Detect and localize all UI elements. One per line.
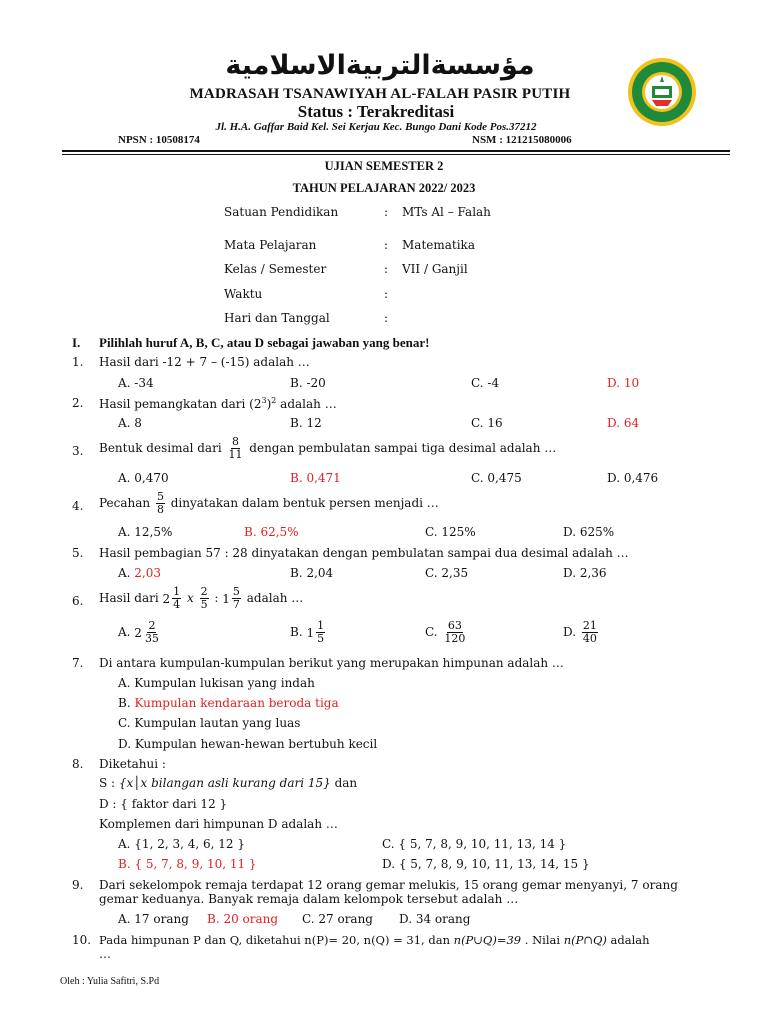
- option-b-answer: B. 62,5%: [244, 525, 299, 539]
- option-d-answer: D. 64: [607, 416, 640, 430]
- option-a: A. {1, 2, 3, 4, 6, 12 }: [118, 837, 245, 851]
- academic-year: TAHUN PELAJARAN 2022/ 2023: [292, 181, 476, 195]
- question-prompt: Komplemen dari himpunan D adalah …: [99, 817, 338, 831]
- option-c: C. 16: [471, 416, 503, 430]
- option-d-answer: D. 10: [607, 376, 640, 390]
- meta-label: Kelas / Semester: [224, 262, 327, 276]
- question-number: 6.: [72, 594, 84, 608]
- question-number: 1.: [72, 355, 84, 369]
- question-text: Bentuk desimal dari $\frac{8}{11}$ dengan pembulatan sampai tiga desimal adalah …: [99, 435, 557, 461]
- meta-label: Mata Pelajaran: [224, 238, 317, 252]
- option-c: C. 0,475: [471, 471, 522, 485]
- header-divider: [62, 150, 730, 152]
- meta-colon: :: [384, 311, 389, 325]
- option-b: B. -20: [290, 376, 326, 390]
- option-d: D. 625%: [563, 525, 615, 539]
- nsm-number: NSM : 121215080006: [472, 134, 572, 146]
- question-text: Pada himpunan P dan Q, diketahui n(P)= 20, n(Q) = 31, dan n(P∪Q)=39 . Nilai n(P∩Q) adalah: [99, 933, 650, 947]
- option-a-answer: 2,03: [134, 566, 162, 580]
- option-b-answer: B. { 5, 7, 8, 9, 10, 11 }: [118, 857, 257, 871]
- school-address: Jl. H.A. Gaffar Baid Kel. Sei Kerjau Kec. Bungo Dani Kode Pos.37212: [215, 121, 537, 133]
- option-a: A. 12,5%: [118, 525, 173, 539]
- option-c: C. 125%: [425, 525, 476, 539]
- question-text: Hasil dari -12 + 7 – (-15) adalah …: [99, 355, 310, 369]
- section-number: I.: [72, 335, 81, 350]
- option-b-answer: B. 0,471: [290, 471, 341, 485]
- meta-colon: :: [384, 238, 389, 252]
- meta-colon: :: [384, 262, 389, 276]
- question-number: 8.: [72, 757, 84, 771]
- accreditation-status: Status : Terakreditasi: [297, 102, 455, 121]
- meta-value: VII / Ganjil: [402, 262, 468, 276]
- meta-colon: :: [384, 205, 389, 219]
- option-c: C. -4: [471, 376, 500, 390]
- option-c: C. { 5, 7, 8, 9, 10, 11, 13, 14 }: [382, 837, 567, 851]
- fraction: $\frac{5}{8}$: [156, 490, 164, 516]
- question-text: Pecahan $\frac{5}{8}$ dinyatakan dalam bentuk persen menjadi …: [99, 490, 439, 516]
- option-c: C. 27 orang: [302, 912, 373, 926]
- question-text-cont: gemar keduanya. Banyak remaja dalam kelompok tersebut adalah …: [99, 892, 519, 906]
- exam-title: UJIAN SEMESTER 2: [324, 159, 444, 173]
- header-divider-thin: [62, 154, 730, 155]
- mixed-number: 2 $\frac{1}{4}$: [162, 585, 181, 611]
- option-c: C. 2,35: [425, 566, 469, 580]
- question-text: Hasil dari 2 $\frac{1}{4}$ x $\frac{2}{5}$ : 1 $\frac{5}{7}$ adalah …: [99, 585, 304, 611]
- option-b: B. 1 $\frac{1}{5}$: [290, 619, 325, 645]
- question-text: Dari sekelompok remaja terdapat 12 orang gemar melukis, 15 orang gemar menyanyi, 7 orang: [99, 878, 678, 892]
- option-a: A. 0,470: [118, 471, 169, 485]
- option-a: A. 2,03: [118, 566, 162, 580]
- question-number: 4.: [72, 499, 84, 513]
- question-text: Hasil pemangkatan dari $(2^3)^2$ adalah …: [99, 396, 337, 411]
- npsn-number: NPSN : 10508174: [118, 134, 200, 146]
- fraction: $\frac{2}{5}$: [200, 585, 208, 611]
- question-number: 7.: [72, 656, 84, 670]
- meta-value: Matematika: [402, 238, 475, 252]
- question-text: Di antara kumpulan-kumpulan berikut yang merupakan himpunan adalah …: [99, 656, 564, 670]
- school-logo: [626, 56, 698, 128]
- option-a: A. Kumpulan lukisan yang indah: [118, 676, 315, 690]
- section-instruction: Pilihlah huruf A, B, C, atau D sebagai jawaban yang benar!: [99, 335, 430, 350]
- option-d: D. $\frac{21}{40}$: [563, 619, 597, 645]
- option-d: D. Kumpulan hewan-hewan bertubuh kecil: [118, 737, 378, 751]
- meta-label: Satuan Pendidikan: [224, 205, 339, 219]
- option-b-answer: Kumpulan kendaraan beroda tiga: [134, 696, 339, 710]
- option-a: A. 8: [118, 416, 142, 430]
- option-a: A. -34: [118, 376, 154, 390]
- question-text: Hasil pembagian 57 : 28 dinyatakan dengan pembulatan sampai dua desimal adalah …: [99, 546, 629, 560]
- option-d: D. 2,36: [563, 566, 607, 580]
- option-b-answer: B. 20 orang: [207, 912, 279, 926]
- question-number: 3.: [72, 444, 84, 458]
- question-text: Diketahui :: [99, 757, 166, 771]
- mixed-number: 1 $\frac{5}{7}$: [222, 585, 240, 611]
- option-b: B. 2,04: [290, 566, 334, 580]
- option-a: A. 17 orang: [118, 912, 189, 926]
- question-number: 2.: [72, 396, 84, 410]
- meta-label: Waktu: [224, 287, 263, 301]
- question-text-cont: …: [99, 947, 111, 961]
- option-d: D. { 5, 7, 8, 9, 10, 11, 13, 14, 15 }: [382, 857, 590, 871]
- option-c: C. Kumpulan lautan yang luas: [118, 716, 301, 730]
- question-number: 9.: [72, 878, 84, 892]
- meta-label: Hari dan Tanggal: [224, 311, 330, 325]
- option-d: D. 0,476: [607, 471, 659, 485]
- set-s-definition: S : {x│x bilangan asli kurang dari 15} dan: [99, 776, 358, 790]
- option-b: B. 12: [290, 416, 322, 430]
- arabic-foundation-name: مؤسسةالتربيةالاسلامية: [225, 50, 535, 81]
- option-a: A. 2 $\frac{2}{35}$: [118, 619, 159, 645]
- question-number: 5.: [72, 546, 84, 560]
- option-b: B. Kumpulan kendaraan beroda tiga: [118, 696, 339, 710]
- school-name: MADRASAH TSANAWIYAH AL-FALAH PASIR PUTIH: [189, 86, 571, 102]
- fraction: $\frac{8}{11}$: [228, 435, 243, 461]
- meta-value: MTs Al – Falah: [402, 205, 491, 219]
- meta-colon: :: [384, 287, 389, 301]
- option-d: D. 34 orang: [399, 912, 471, 926]
- option-c: C. $\frac{63}{120}$: [425, 619, 466, 645]
- set-d-definition: D : { faktor dari 12 }: [99, 797, 228, 811]
- question-number: 10.: [72, 933, 92, 947]
- author-footer: Oleh : Yulia Safitri, S.Pd: [60, 976, 160, 987]
